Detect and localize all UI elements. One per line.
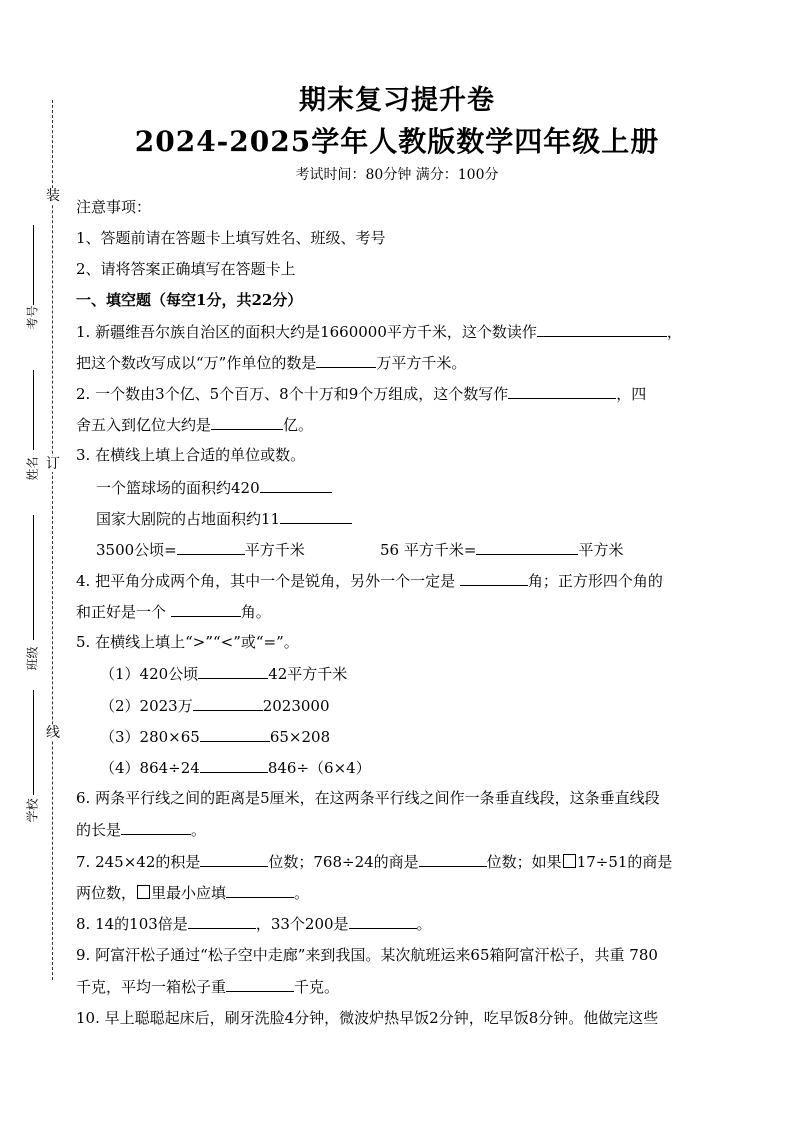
- q7-text-a4: 17÷51的商是: [576, 853, 673, 871]
- q9-text-b: 千克，平均一箱松子重: [76, 978, 227, 996]
- question-5-item-4: [100, 757, 740, 778]
- question-5-item-3: [100, 726, 740, 747]
- answer-blank[interactable]: [508, 383, 616, 399]
- section-heading: 一、填空题（每空1分，共22分）: [76, 291, 303, 309]
- school-label: 学校: [25, 798, 40, 823]
- question-1-line-1: [76, 321, 716, 342]
- q3-text-1: 一个篮球场的面积约420: [96, 479, 260, 497]
- answer-blank[interactable]: [316, 352, 376, 368]
- q7-text-b1: 两位数，: [76, 884, 137, 902]
- answer-blank[interactable]: [177, 539, 245, 555]
- question-4-line-2: [76, 601, 716, 622]
- question-3-stem: 3. 在横线上填上合适的单位或数。: [76, 446, 306, 464]
- answer-blank[interactable]: [349, 913, 417, 929]
- school-line: [33, 690, 34, 795]
- q2-text-a: 2. 一个数由3个亿、5个百万、8个十万和9个万组成，这个数写作: [76, 385, 509, 403]
- answer-blank[interactable]: [537, 321, 667, 337]
- q2-text-a-end: ，四: [616, 385, 647, 403]
- question-8: [76, 913, 716, 934]
- square-box-icon: [137, 885, 150, 899]
- notes-heading: 注意事项：: [76, 198, 152, 216]
- page-subtitle: 2024-2025学年人教版数学四年级上册: [134, 125, 660, 158]
- name-line: [33, 370, 34, 450]
- question-5-item-1: [100, 663, 740, 684]
- q7-text-a2: 位数；768÷24的商是: [268, 853, 419, 871]
- answer-blank[interactable]: [226, 976, 294, 992]
- answer-blank[interactable]: [200, 851, 268, 867]
- q4-text-b-end: 角。: [240, 603, 271, 621]
- binding-dashed-line: [52, 100, 53, 980]
- q7-text-a3: 位数；如果: [486, 853, 562, 871]
- question-2-line-2: [76, 414, 716, 435]
- answer-blank[interactable]: [198, 663, 268, 679]
- q7-text-b-end: 。: [294, 884, 310, 902]
- question-3-item-2: [96, 508, 736, 529]
- q3-text-3a-end: 平方千米: [244, 541, 305, 559]
- question-3-item-4: [380, 539, 700, 560]
- answer-blank[interactable]: [193, 695, 263, 711]
- q5-text-2b: 2023000: [262, 697, 330, 715]
- question-1-line-2: [76, 352, 716, 373]
- cut-mark-zhuang: 装: [46, 188, 60, 204]
- q5-text-4b: 846÷（6×4）: [267, 759, 371, 777]
- q9-text-b-end: 千克。: [294, 978, 340, 996]
- exam-number-line: [33, 225, 34, 305]
- q5-text-1b: 42平方千米: [268, 665, 348, 683]
- q5-text-4a: （4）864÷24: [100, 759, 200, 777]
- answer-blank[interactable]: [476, 539, 578, 555]
- q3-text-3b: 56 平方千米=: [380, 541, 477, 559]
- question-9-line-2: [76, 976, 716, 997]
- name-label: 姓名: [25, 456, 40, 481]
- q4-text-a-end: 角；正方形四个角的: [527, 572, 663, 590]
- question-3-item-1: [96, 477, 736, 498]
- question-6-line-1: 6. 两条平行线之间的距离是5厘米，在这两条平行线之间作一条垂直线段，这条垂直线段: [76, 789, 660, 807]
- q5-text-3b: 65×208: [269, 728, 331, 746]
- q5-text-1a: （1）420公顷: [100, 665, 199, 683]
- q6-text-b-end: 。: [191, 821, 207, 839]
- class-line: [33, 515, 34, 640]
- square-box-icon: [563, 854, 576, 868]
- answer-blank[interactable]: [188, 913, 256, 929]
- answer-blank[interactable]: [211, 414, 283, 430]
- q1-text-a-end: ，: [666, 323, 682, 341]
- answer-blank[interactable]: [419, 851, 487, 867]
- class-label: 班级: [25, 646, 40, 671]
- q3-text-3a: 3500公顷=: [96, 541, 177, 559]
- page-title: 期末复习提升卷: [299, 85, 495, 116]
- question-4-line-1: [76, 570, 716, 591]
- answer-blank[interactable]: [200, 726, 270, 742]
- cut-mark-ding: 订: [46, 456, 60, 472]
- answer-blank[interactable]: [260, 477, 332, 493]
- question-2-line-1: [76, 383, 716, 404]
- q8-text-a1: 8. 14的103倍是: [76, 915, 188, 933]
- q4-text-b: 和正好是一个: [76, 603, 171, 621]
- exam-number-label: 考号: [25, 305, 40, 330]
- q3-text-2: 国家大剧院的占地面积约11: [96, 510, 281, 528]
- q1-text-a: 1. 新疆维吾尔族自治区的面积大约是1660000平方千米，这个数读作: [76, 323, 537, 341]
- answer-blank[interactable]: [280, 508, 352, 524]
- q2-text-b: 舍五入到亿位大约是: [76, 416, 212, 434]
- q7-text-a1: 7. 245×42的积是: [76, 853, 201, 871]
- q5-text-2a: （2）2023万: [100, 697, 193, 715]
- question-6-line-2: [76, 819, 716, 840]
- q7-text-b2: 里最小应填: [151, 884, 227, 902]
- answer-blank[interactable]: [226, 882, 294, 898]
- q8-text-a2: ，33个200是: [255, 915, 349, 933]
- q1-text-b-end: 万平方千米。: [376, 354, 467, 372]
- answer-blank[interactable]: [200, 757, 268, 773]
- question-7-line-2: [76, 882, 716, 903]
- q8-text-a-end: 。: [416, 915, 432, 933]
- question-5-item-2: [100, 695, 740, 716]
- question-10-line-1: 10. 早上聪聪起床后，刷牙洗脸4分钟，微波炉热早饭2分钟，吃早饭8分钟。他做完这些: [76, 1009, 659, 1027]
- question-7-line-1: [76, 851, 716, 872]
- q4-text-a: 4. 把平角分成两个角，其中一个是锐角，另外一个一定是: [76, 572, 460, 590]
- q2-text-b-end: 亿。: [283, 416, 314, 434]
- answer-blank[interactable]: [171, 601, 241, 617]
- answer-blank[interactable]: [121, 819, 191, 835]
- q5-text-3a: （3）280×65: [100, 728, 200, 746]
- note-item-1: 1、答题前请在答题卡上填写姓名、班级、考号: [76, 229, 386, 247]
- question-5-stem: 5. 在横线上填上“>”“<”或“=”。: [76, 633, 299, 651]
- q3-text-3b-end: 平方米: [578, 541, 624, 559]
- answer-blank[interactable]: [460, 570, 528, 586]
- question-9-line-1: 9. 阿富汗松子通过“松子空中走廊”来到我国。某次航班运来65箱阿富汗松子，共重 780: [76, 946, 658, 964]
- cut-mark-xian: 线: [46, 725, 60, 741]
- note-item-2: 2、请将答案正确填写在答题卡上: [76, 260, 296, 278]
- q1-text-b: 把这个数改写成以“万”作单位的数是: [76, 354, 317, 372]
- q6-text-b: 的长是: [76, 821, 122, 839]
- exam-info: 考试时间：80分钟 满分：100分: [295, 167, 499, 183]
